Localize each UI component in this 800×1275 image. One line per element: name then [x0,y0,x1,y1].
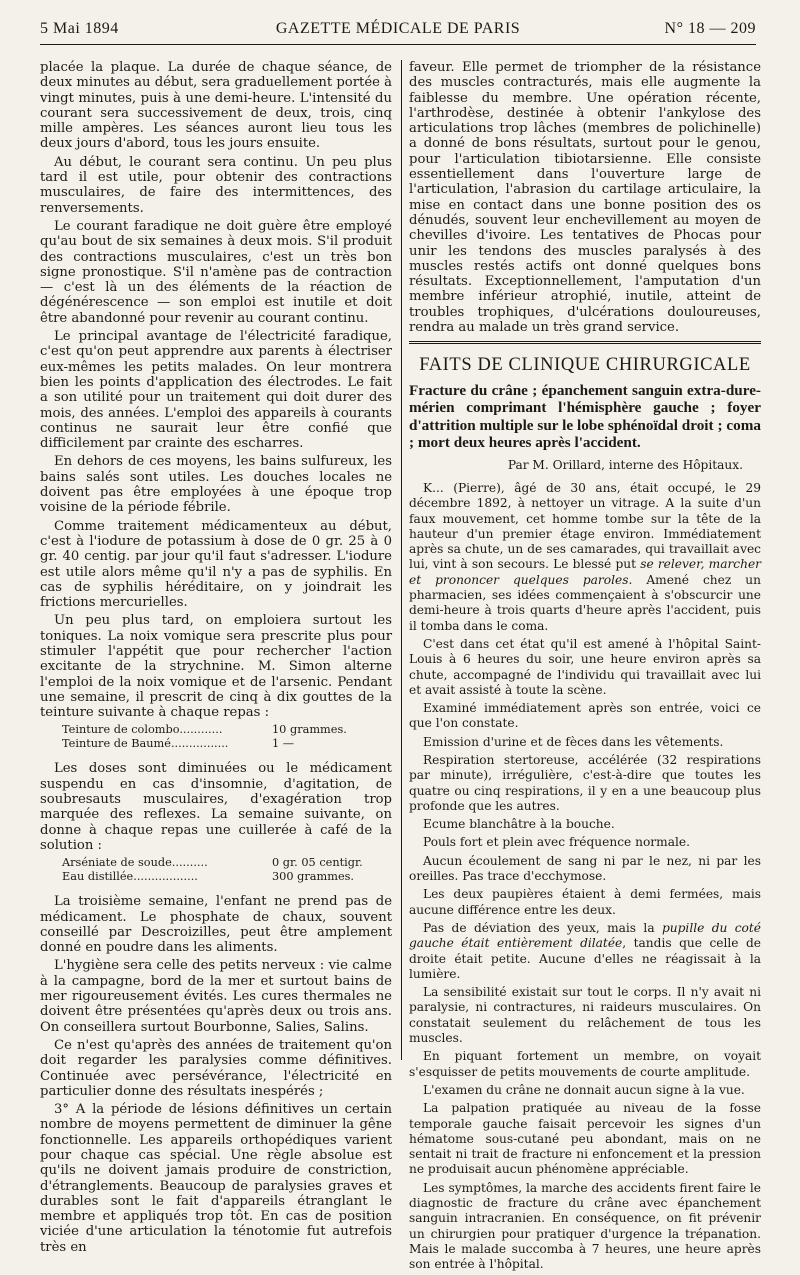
section-title: FAITS DE CLINIQUE CHIRURGICALE [419,355,751,376]
formula-row [62,856,392,870]
section-separator [409,341,761,348]
case-paragraph: Ecume blanchâtre à la bouche. [423,817,615,832]
author-line: Par M. Orillard, interne des Hôpitaux. [507,457,743,472]
case-paragraph: La sensibilité existait sur tout le corps. Il n'y avait ni paralysie, ni contractures, ni raideurs musculaires. On constatait seulement du relâchement de tous les muscles. [409,985,761,1046]
right-column [409,60,761,1275]
formula-dose: 300 grammes. [272,870,355,884]
header-journal-title: GAZETTE MÉDICALE DE PARIS [275,20,521,37]
case-paragraph: En piquant fortement un membre, on voyait s'esquisser de petits mouvements de courte amplitude. [409,1049,761,1079]
paragraph: En dehors de ces moyens, les bains sulfureux, les bains salés sont utiles. Les douches locales ne doivent pas être employées à une époque trop voisine de la période fébrile. [40,454,392,516]
page-header [40,18,756,42]
paragraph: Les doses sont diminuées ou le médicament suspendu en cas d'insomnie, d'agitation, de soubresauts musculaires, d'exagération trop marquée des reflexes. La semaine suivante, on donne à chaque repas une cuillerée à café de la solution : [40,761,392,853]
prescription-formula-1 [62,723,392,751]
case-paragraph: Les symptômes, la marche des accidents firent faire le diagnostic de fracture du crâne avec épanchement sanguin intracranien. En conséquence, on fit prévenir un chirurgien pour pratiquer d'urgence la trépanation. Mais le malade succomba à 7 heures, une heure après son entrée à l'hôpital. [409,1180,761,1272]
formula-dose: 10 grammes. [272,723,347,737]
case-paragraph: La palpation pratiquée au niveau de la fosse temporale gauche faisait percevoir les signes d'un hématome sous-cutané peu abondant, mais on ne sentait ni trait de fracture ni enfoncement et la pression ne produisait aucun phénomène appréciable. [409,1101,761,1177]
emphasis: se relever, marcher et prononcer quelques paroles [409,557,761,587]
paragraph: faveur. Elle permet de triompher de la résistance des muscles contracturés, mais elle augmente la faiblesse du membre. Une opération récente, l'arthrodèse, destinée à obtenir l'ankylose des articulations trop lâches (membres de polichinelle) a donné de bons résultats, surtout pour le genou, pour l'articulation tibiotarsienne. Elle consiste essentiellement dans l'ouverture large de l'articulation, l'abrasion du cartilage articulaire, la mise en contact dans une bonne position des os dénudés, souvent leur enchevillement au moyen de chevilles d'ivoire. Les tentatives de Phocas pour unir les tendons des muscles paralysés à des muscles restés actifs ont donné quelques bons résultats. Exceptionnellement, l'amputation d'un membre inférieur atrophié, inutile, atteint de troubles trophiques, d'ulcérations douloureuses, rendra au malade un très grand service. [409,60,761,336]
left-column [40,60,392,1258]
case-paragraph: Examiné immédiatement après son entrée, voici ce que l'on constate. [409,701,761,731]
paragraph: Ce n'est qu'après des années de traitement qu'on doit regarder les paralysies comme définitives. Continuée avec persévérance, l'électricité en particulier donne des résultats inespérés ; [40,1037,392,1099]
header-page-number: N° 18 — 209 [664,20,756,37]
case-paragraph: C'est dans cet état qu'il est amené à l'hôpital Saint-Louis à 6 heures du soir, une heure environ après sa chute, accompagné de l'individu qui travaillait avec lui et avait assisté à toute la scène. [409,636,761,697]
paragraph: placée la plaque. La durée de chaque séance, de deux minutes au début, sera graduellement portée à vingt minutes, puis à une demi-heure. L'intensité du courant sera successivement de deux, trois, cinq mille ampères. Les séances auront lieu tous les deux jours d'abord, tous les jours ensuite. [40,60,393,152]
formula-ingredient: Eau distillée.................. [62,870,198,884]
case-paragraph: Pouls fort et plein avec fréquence normale. [423,835,690,850]
emphasis: pupille du coté gauche était entièrement dilatée [409,920,762,951]
paragraph: Un peu plus tard, on emploiera surtout les toniques. La noix vomique sera prescrite plus pour stimuler l'appétit que pour rechercher l'action excitante de la strychnine. M. Simon alterne l'emploi de la noix vomique et de l'arsenic. Pendant une semaine, il prescrit de cinq à dix gouttes de la teinture suivante à chaque repas : [40,613,392,721]
formula-ingredient: Teinture de Baumé................ [62,737,229,751]
header-date: 5 Mai 1894 [40,20,119,37]
case-paragraph: L'examen du crâne ne donnait aucun signe à la vue. [423,1082,745,1097]
paragraph: 3° A la période de lésions définitives un certain nombre de moyens permettent de diminuer la gêne fonctionnelle. Les appareils orthopédiques varient pour chaque cas spécial. Une règle absolue est qu'ils ne doivent jamais produire de constriction, d'étranglements. Beaucoup de paralysies graves et durables sont le fait d'appareils étranglant le membre et appliqués trop tôt. En cas de position viciée d'une articulation la ténotomie fut autrefois très en [40,1102,392,1255]
case-paragraph: Pas de déviation des yeux, mais la pupille du coté gauche était entièrement dilatée, tandis que celle de droite était petite. Aucune d'elles ne réagissait à la lumière. [409,920,762,981]
case-paragraph: Emission d'urine et de fèces dans les vêtements. [423,734,724,749]
formula-row [62,737,392,751]
paragraph: Au début, le courant sera continu. Un peu plus tard il est utile, pour obtenir des contractions musculaires, de faire des intermittences, des renversements. [40,154,392,216]
case-paragraph: Aucun écoulement de sang ni par le nez, ni par les oreilles. Pas trace d'ecchymose. [409,853,761,884]
paragraph: Le courant faradique ne doit guère être employé qu'au bout de six semaines à deux mois. S'il produit des contractions musculaires, c'est un très bon signe pronostique. S'il n'amène pas de contraction — c'est là un des éléments de la réaction de dégénérescence — son emploi est inutile et doit être abandonné pour revenir au courant continu. [40,218,392,326]
formula-row [62,870,392,884]
formula-ingredient: Teinture de colombo............ [62,723,223,737]
paragraph: Comme traitement médicamenteux au début, c'est à l'iodure de potassium à dose de 0 gr. 25 à 0 gr. 40 centig. par jour qu'il faut s'adresser. L'iodure est utile alors même qu'il n'y a pas de syphilis. En cas de syphilis héréditaire, on y joindrait les frictions mercurielles. [40,518,392,611]
case-paragraph: Respiration stertoreuse, accélérée (32 respirations par minute), irrégulière, c'est-à-dire que toutes les quatre ou cinq respirations, il y en a une beaucoup plus profonde que les autres. [409,752,761,813]
formula-ingredient: Arséniate de soude.......... [62,856,208,870]
header-rule [40,44,756,45]
case-report [409,481,761,1273]
formula-dose: 1 — [272,737,295,751]
paragraph: L'hygiène sera celle des petits nerveux : vie calme à la campagne, bord de la mer et surtout bains de mer rigoureusement évités. Les cures thermales ne doivent être présentées qu'après deux ou trois ans. On conseillera surtout Bourbonne, Salies, Salins. [40,958,392,1035]
case-paragraph: Les deux paupières étaient à demi fermées, mais aucune différence entre les deux. [409,887,761,917]
prescription-formula-2 [62,856,392,884]
column-divider [401,60,402,1060]
formula-row [62,723,392,737]
paragraph: La troisième semaine, l'enfant ne prend pas de médicament. Le phosphate de chaux, souvent conseillé par Descroizilles, peut être amplement donné en poudre dans les aliments. [40,894,392,956]
paragraph: Le principal avantage de l'électricité faradique, c'est qu'on peut apprendre aux parents à électriser eux-mêmes les petits malades. On leur montrera bien les points d'application des électrodes. Le fait a son utilité pour un traitement qui doit durer des mois, des années. L'emploi des appareils à courants continus ne saurait leur être confié que difficilement par crainte des escharres. [40,329,392,452]
formula-dose: 0 gr. 05 centigr. [272,856,363,870]
case-title: Fracture du crâne ; épanchement sanguin extra-dure-mérien comprimant l'hémisphère gauche ; foyer d'attrition multiple sur le lobe sphénoïdal droit ; coma ; mort deux heures après l'accident. [409,381,761,452]
case-paragraph: K... (Pierre), âgé de 30 ans, était occupé, le 29 décembre 1892, à nettoyer un vitrage. A la suite d'un faux mouvement, cet homme tombe sur la tête de la hauteur d'un premier étage environ. Immédiatement après sa chute, un de ses camarades, qui travaillait avec lui, vint à son secours. Le blessé put se relever, marcher et prononcer quelques paroles. Amené chez un pharmacien, ses idées commençaient à s'obscurcir une demi-heure à trois quarts d'heure après l'accident, puis il tomba dans le coma. [409,480,761,633]
